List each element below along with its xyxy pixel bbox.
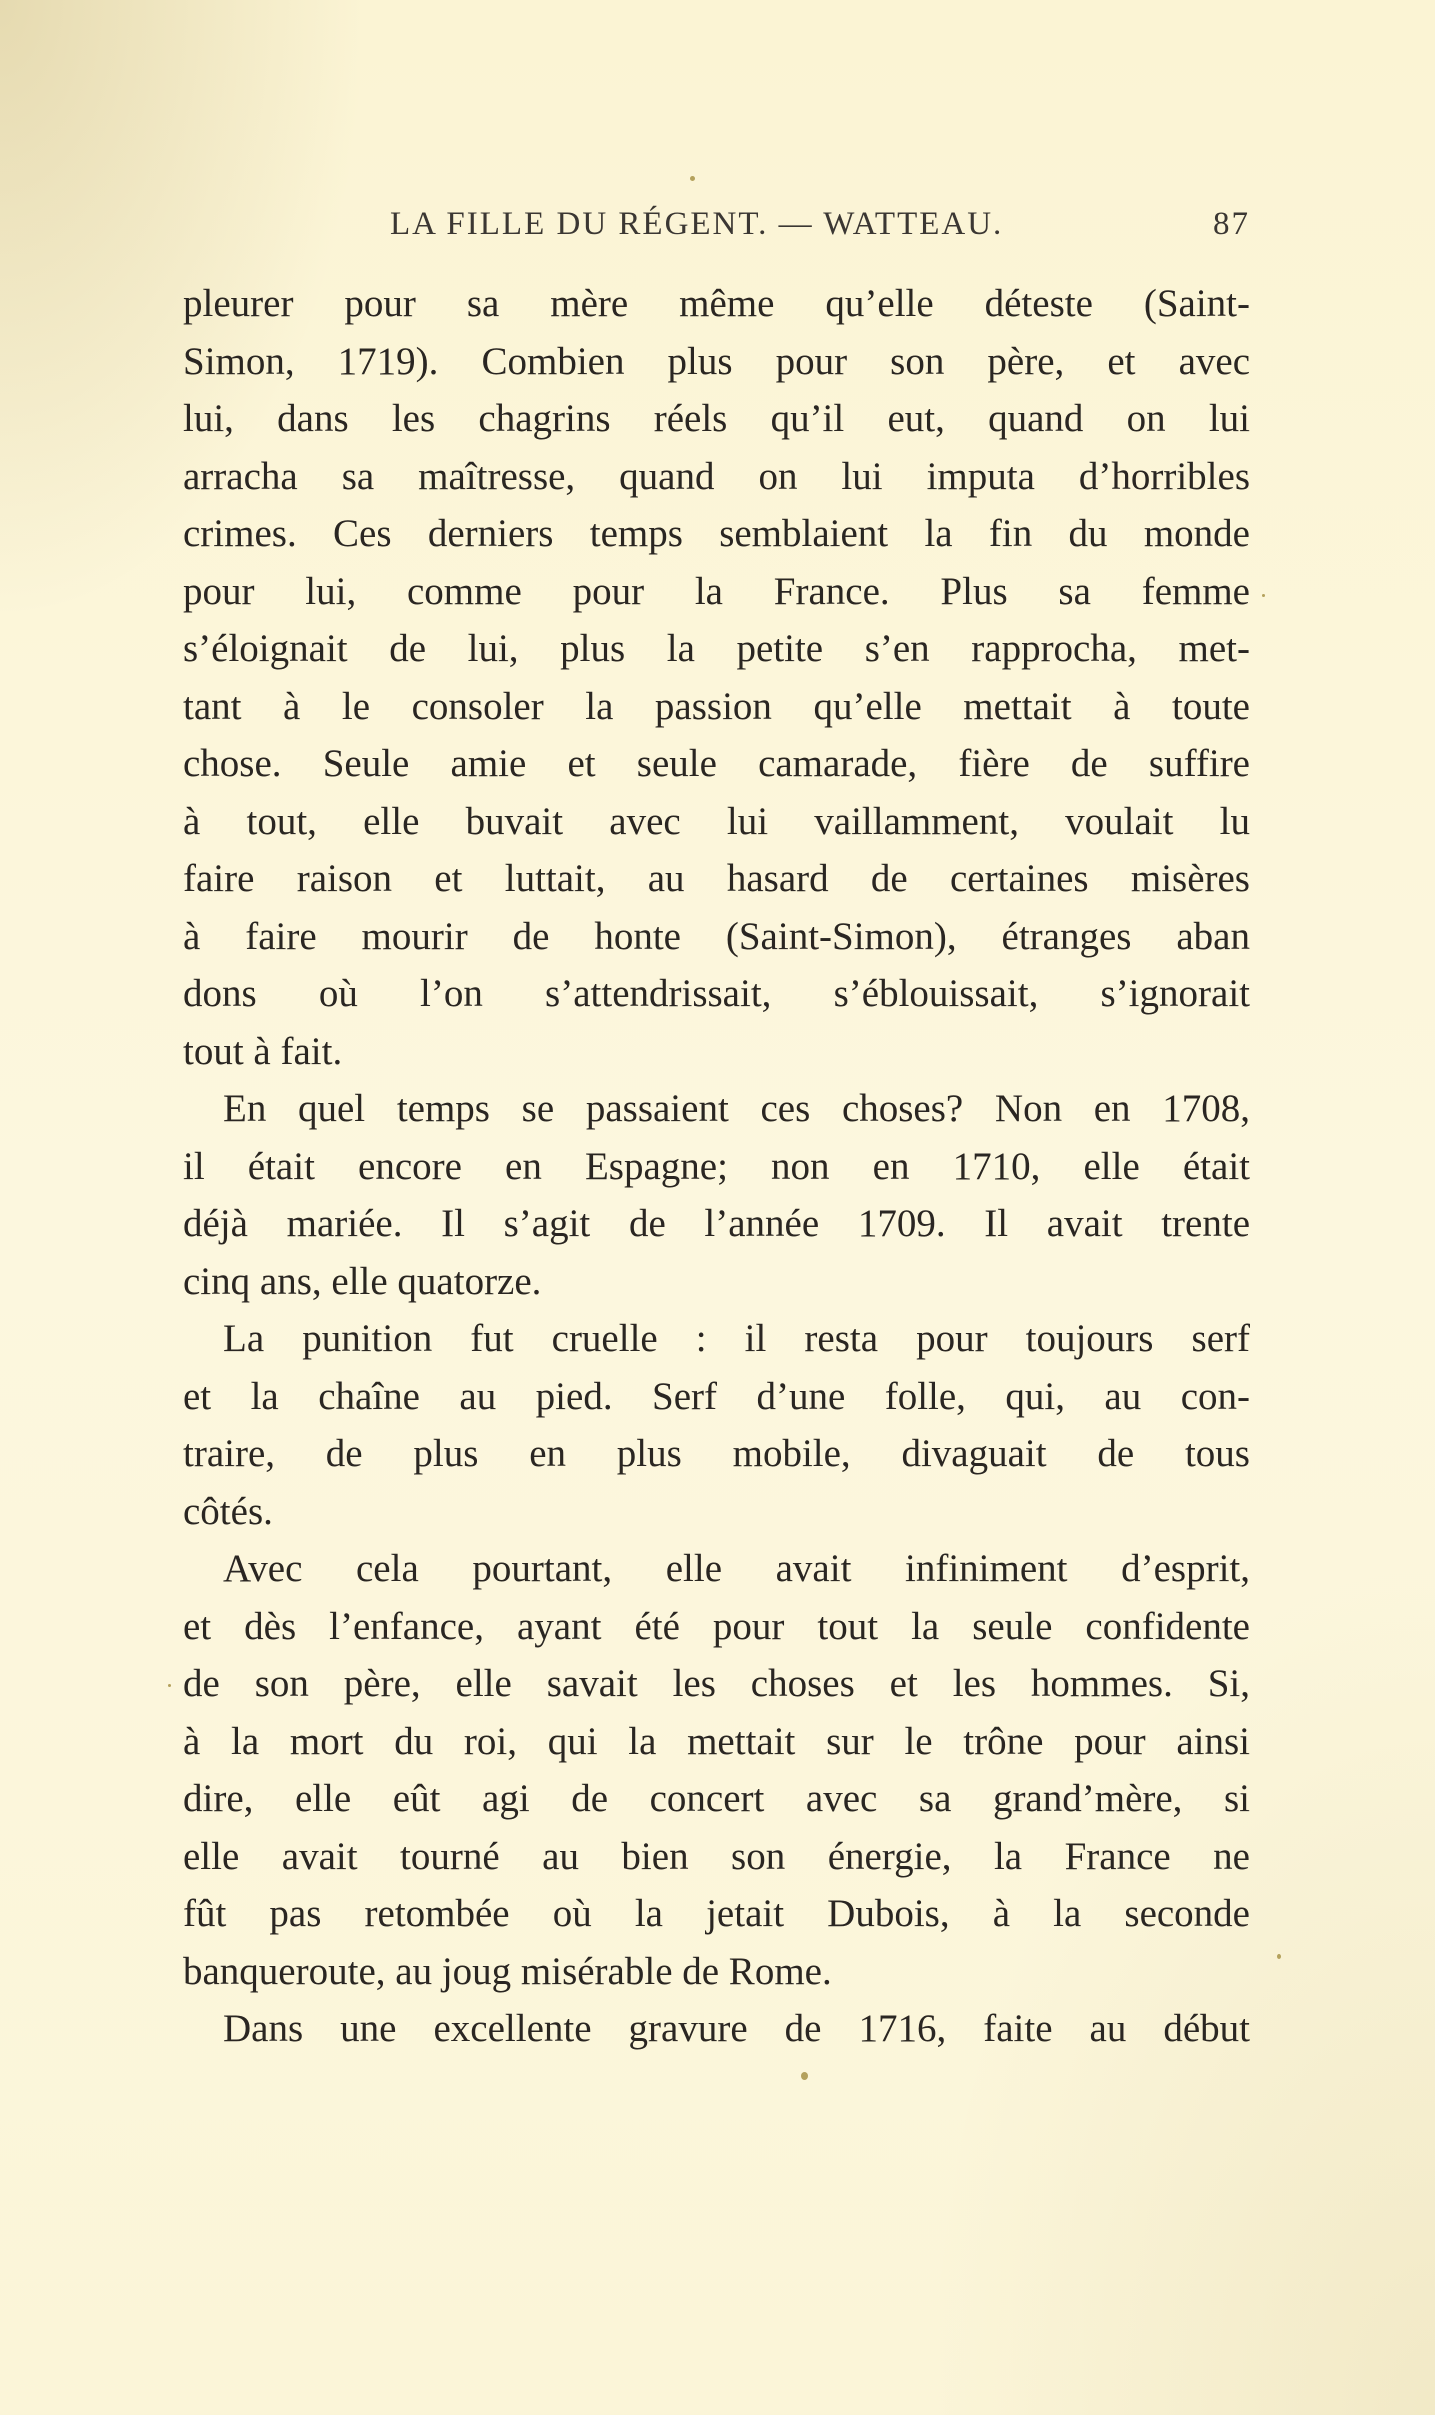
- text-line: fût pas retombée où la jetait Dubois, à la seconde: [183, 1892, 1250, 1935]
- text-line: à la mort du roi, qui la mettait sur le trône pour ainsi: [183, 1719, 1250, 1763]
- paper-speck: [168, 1684, 171, 1687]
- text-line: s’éloignait de lui, plus la petite s’en rapprocha, met-: [183, 627, 1250, 670]
- text-line: banqueroute, au joug misérable de Rome.: [183, 1949, 832, 1993]
- running-title: LA FILLE DU RÉGENT. — WATTEAU.: [390, 206, 1004, 242]
- text-line: Dans une excellente gravure de 1716, faite au début: [223, 2007, 1250, 2050]
- text-line: à tout, elle buvait avec lui vaillamment, voulait lu: [183, 799, 1250, 843]
- paper-speck: [690, 176, 695, 181]
- text-line: pleurer pour sa mère même qu’elle déteste (Saint-: [183, 282, 1250, 325]
- text-line: En quel temps se passaient ces choses? Non en 1708,: [223, 1087, 1250, 1130]
- text-line: à faire mourir de honte (Saint-Simon), étranges aban: [183, 914, 1250, 958]
- text-line: et la chaîne au pied. Serf d’une folle, qui, au con-: [183, 1374, 1250, 1418]
- text-line: côtés.: [183, 1489, 273, 1533]
- text-line: cinq ans, elle quatorze.: [183, 1259, 542, 1303]
- paper-speck: [1262, 594, 1265, 597]
- text-line: dire, elle eût agi de concert avec sa grand’mère, si: [183, 1777, 1250, 1820]
- text-line: et dès l’enfance, ayant été pour tout la seule confidente: [183, 1604, 1250, 1648]
- text-line: Avec cela pourtant, elle avait infiniment d’esprit,: [223, 1547, 1250, 1590]
- page-header: [380, 206, 1250, 254]
- text-line: tant à le consoler la passion qu’elle mettait à toute: [183, 684, 1250, 728]
- text-line: faire raison et luttait, au hasard de certaines misères: [183, 857, 1250, 900]
- text-line: La punition fut cruelle : il resta pour toujours serf: [223, 1317, 1250, 1360]
- text-line: Simon, 1719). Combien plus pour son père, et avec: [183, 339, 1250, 383]
- text-line: lui, dans les chagrins réels qu’il eut, quand on lui: [183, 397, 1250, 440]
- text-line: crimes. Ces derniers temps semblaient la fin du monde: [183, 512, 1250, 555]
- text-line: pour lui, comme pour la France. Plus sa femme: [183, 569, 1250, 613]
- body-text: [183, 275, 1250, 2058]
- text-line: de son père, elle savait les choses et les hommes. Si,: [183, 1662, 1250, 1705]
- text-line: il était encore en Espagne; non en 1710, elle était: [183, 1144, 1250, 1188]
- paper-speck: [801, 2072, 808, 2080]
- text-line: déjà mariée. Il s’agit de l’année 1709. Il avait trente: [183, 1202, 1250, 1245]
- text-line: arracha sa maîtresse, quand on lui imputa d’horribles: [183, 454, 1250, 498]
- paper-speck: [1277, 1954, 1281, 1959]
- text-line: chose. Seule amie et seule camarade, fière de suffire: [183, 742, 1250, 785]
- page-number: 87: [1213, 206, 1250, 242]
- text-line: elle avait tourné au bien son énergie, la France ne: [183, 1834, 1250, 1878]
- text-line: tout à fait.: [183, 1029, 343, 1073]
- text-line: dons où l’on s’attendrissait, s’éblouissait, s’ignorait: [183, 972, 1250, 1015]
- text-line: traire, de plus en plus mobile, divaguait de tous: [183, 1432, 1250, 1475]
